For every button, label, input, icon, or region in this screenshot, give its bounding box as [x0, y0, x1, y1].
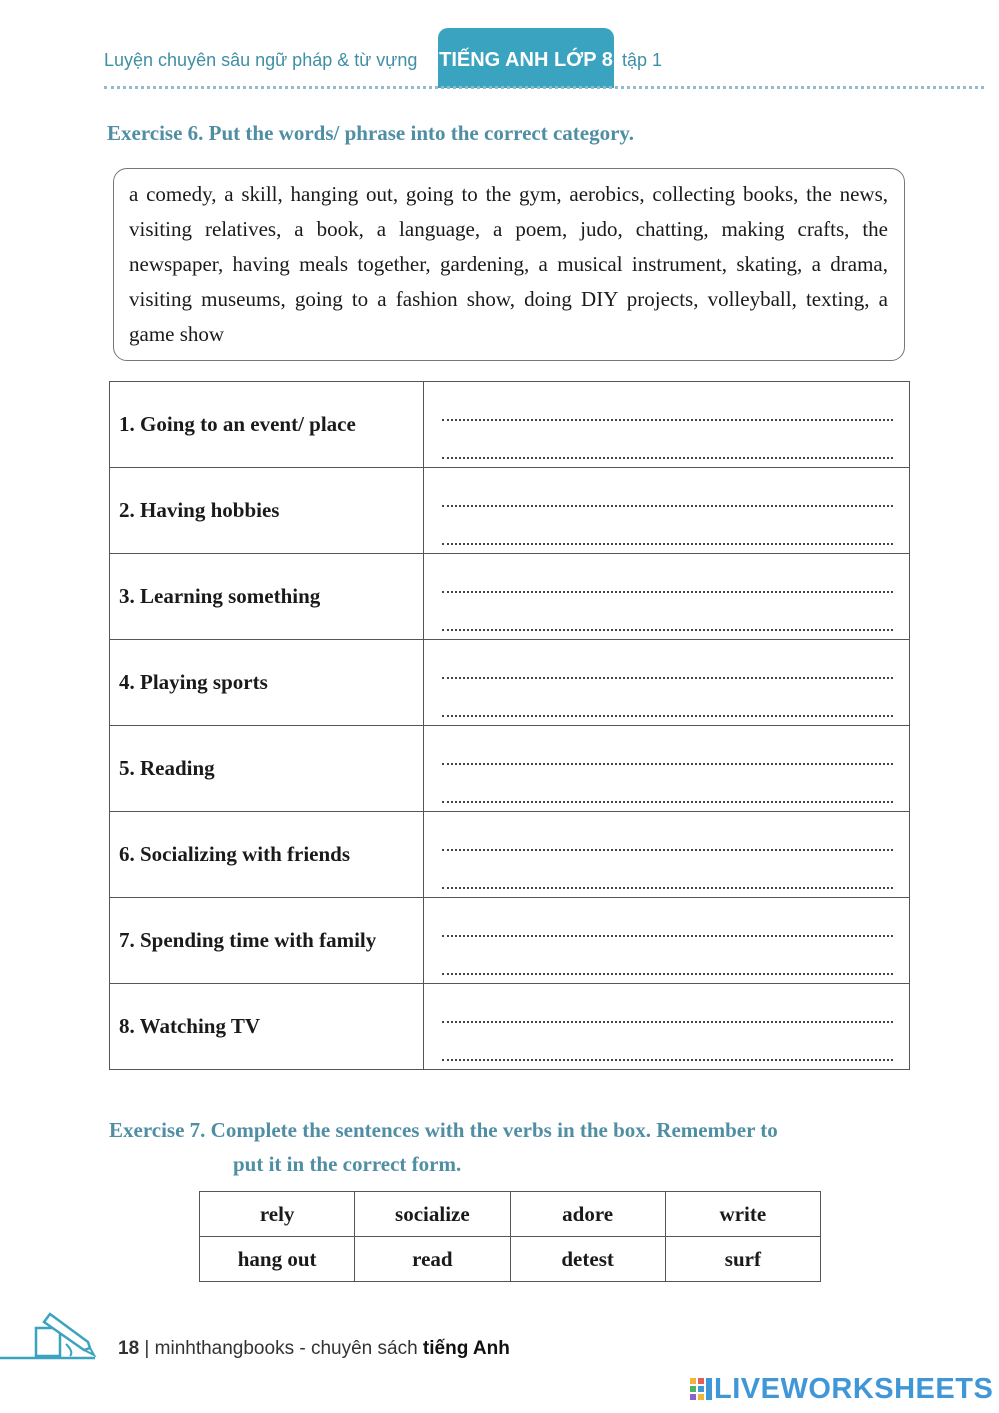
table-row — [110, 640, 910, 726]
answer-line[interactable] — [442, 457, 893, 459]
answer-cell[interactable] — [424, 898, 910, 984]
table-row — [110, 726, 910, 812]
table-row — [110, 812, 910, 898]
verb-cell: hang out — [200, 1237, 355, 1282]
category-label: 4. Playing sports — [110, 640, 424, 726]
category-label: 1. Going to an event/ place — [110, 382, 424, 468]
category-table — [109, 381, 910, 1070]
answer-line[interactable] — [442, 505, 893, 507]
verb-cell: write — [665, 1192, 820, 1237]
liveworksheets-watermark — [690, 1372, 993, 1406]
category-label: 8. Watching TV — [110, 984, 424, 1070]
table-row — [110, 468, 910, 554]
table-row — [110, 554, 910, 640]
answer-cell[interactable] — [424, 984, 910, 1070]
verb-cell: surf — [665, 1237, 820, 1282]
header-divider — [104, 86, 984, 89]
liveworksheets-logo-icon — [690, 1378, 712, 1400]
volume-label: tập 1 — [622, 50, 663, 70]
book-series-title: Luyện chuyên sâu ngữ pháp & từ vựng — [104, 50, 418, 70]
pencil-writing-icon — [0, 1308, 104, 1364]
answer-line[interactable] — [442, 935, 893, 937]
verb-box — [199, 1191, 821, 1282]
watermark-text: LIVEWORKSHEETS — [714, 1372, 994, 1405]
answer-line[interactable] — [442, 629, 893, 631]
verb-cell: read — [355, 1237, 510, 1282]
answer-cell[interactable] — [424, 812, 910, 898]
answer-cell[interactable] — [424, 554, 910, 640]
answer-line[interactable] — [442, 1059, 893, 1061]
answer-line[interactable] — [442, 801, 893, 803]
table-row — [110, 382, 910, 468]
verb-cell: adore — [510, 1192, 665, 1237]
category-label: 2. Having hobbies — [110, 468, 424, 554]
table-row — [200, 1237, 821, 1282]
table-row — [110, 984, 910, 1070]
answer-line[interactable] — [442, 591, 893, 593]
verb-cell: detest — [510, 1237, 665, 1282]
answer-line[interactable] — [442, 715, 893, 717]
answer-line[interactable] — [442, 1021, 893, 1023]
answer-cell[interactable] — [424, 640, 910, 726]
answer-cell[interactable] — [424, 726, 910, 812]
word-box: a comedy, a skill, hanging out, going to the gym, aerobics, collecting books, the news, visiting relatives, a book, a language, a poem, judo, chatting, making crafts, the newspaper, having meals together, gardening, a musical instrument, skating, a drama, visiting museums, going to a fashion show, doing DIY projects, volleyball, texting, a game show — [113, 168, 905, 361]
verb-cell: socialize — [355, 1192, 510, 1237]
exercise-6-title: Exercise 6. Put the words/ phrase into the correct category. — [107, 121, 635, 145]
answer-line[interactable] — [442, 887, 893, 889]
answer-cell[interactable] — [424, 382, 910, 468]
page-number: 18 — [118, 1338, 140, 1359]
page-footer — [118, 1338, 510, 1360]
footer-separator: | — [144, 1338, 150, 1359]
answer-line[interactable] — [442, 543, 893, 545]
grade-badge: TIẾNG ANH LỚP 8 — [438, 28, 614, 88]
publisher-name: minhthangbooks - chuyên sách — [154, 1338, 418, 1359]
verb-cell: rely — [200, 1192, 355, 1237]
answer-line[interactable] — [442, 419, 893, 421]
answer-line[interactable] — [442, 849, 893, 851]
exercise-7-title-continued: put it in the correct form. — [233, 1152, 462, 1176]
category-label: 6. Socializing with friends — [110, 812, 424, 898]
answer-line[interactable] — [442, 677, 893, 679]
table-row — [110, 898, 910, 984]
category-label: 5. Reading — [110, 726, 424, 812]
answer-line[interactable] — [442, 763, 893, 765]
page-header — [104, 28, 984, 92]
table-row — [200, 1192, 821, 1237]
publisher-tagline: tiếng Anh — [422, 1338, 510, 1359]
category-label: 3. Learning something — [110, 554, 424, 640]
answer-cell[interactable] — [424, 468, 910, 554]
answer-line[interactable] — [442, 973, 893, 975]
category-label: 7. Spending time with family — [110, 898, 424, 984]
exercise-7-title: Exercise 7. Complete the sentences with the verbs in the box. Remember to — [109, 1118, 778, 1142]
